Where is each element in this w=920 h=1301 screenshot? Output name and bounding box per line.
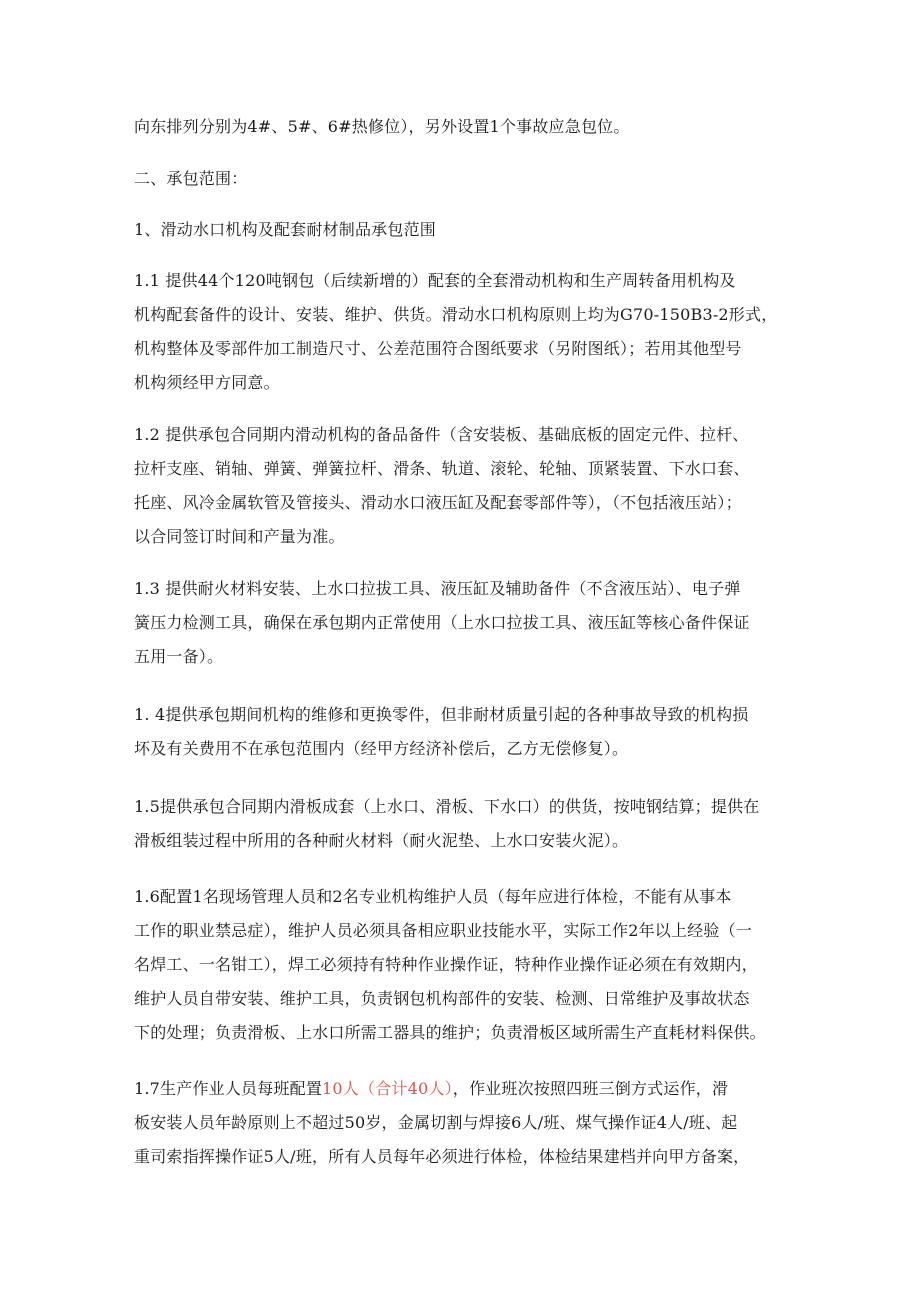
clause-1-5 <box>134 790 802 858</box>
text-line: 1. 4提供承包期间机构的维修和更换零件，但非耐材质量引起的各种事故导致的机构损 <box>134 705 749 724</box>
text-line: 机构配套备件的设计、安装、维护、供货。滑动水口机构原则上均为G70-150B3-2形式， <box>134 305 778 324</box>
text-line: 坏及有关费用不在承包范围内（经甲方经济补偿后，乙方无偿修复）。 <box>134 739 629 758</box>
paragraph-0 <box>134 110 802 144</box>
text-line: 托座、风冷金属软管及管接头、滑动水口液压缸及配套零部件等），（不包括液压站）； <box>134 493 742 512</box>
highlighted-staff-count: 10人（合计40人） <box>322 1079 453 1098</box>
text-line: 1、滑动水口机构及配套耐材制品承包范围 <box>134 220 436 239</box>
subsection-heading <box>134 213 802 247</box>
text-line: 工作的职业禁忌症），维护人员必须具备相应职业技能水平，实际工作2年以上经验（一 <box>134 921 752 940</box>
text-line: 1.6配置1名现场管理人员和2名专业机构维护人员（每年应进行体检，不能有从事本 <box>134 887 732 906</box>
text-line: 1.1 提供44个120吨钢包（后续新增的）配套的全套滑动机构和生产周转备用机构及 <box>134 271 736 290</box>
text-line: 滑板组装过程中所用的各种耐火材料（耐火泥垫、上水口安装火泥）。 <box>134 831 629 850</box>
clause-1-3 <box>134 572 802 674</box>
section-heading-scope <box>134 162 802 196</box>
text-line: 拉杆支座、销轴、弹簧、弹簧拉杆、滑条、轨道、滚轮、轮轴、顶紧装置、下水口套、 <box>134 459 750 478</box>
text-line: 簧压力检测工具，确保在承包期内正常使用（上水口拉拔工具、液压缸等核心备件保证 <box>134 613 750 632</box>
text-line: 维护人员自带安装、维护工具，负责钢包机构部件的安装、检测、日常维护及事故状态 <box>134 989 750 1008</box>
clause-1-1 <box>134 264 802 400</box>
text-line <box>134 1072 802 1106</box>
text-line: 二、承包范围： <box>134 169 248 188</box>
clause-1-6 <box>134 880 802 1050</box>
text-line: 向东排列分别为4#、5#、6#热修位），另外设置1个事故应急包位。 <box>134 117 630 136</box>
text-line: 板安装人员年龄原则上不超过50岁，金属切割与焊接6人/班、煤气操作证4人/班、起 <box>134 1113 738 1132</box>
text-line: 机构整体及零部件加工制造尺寸、公差范围符合图纸要求（另附图纸）；若用其他型号 <box>134 339 742 358</box>
text-segment: ，作业班次按照四班三倒方式运作，滑 <box>452 1079 729 1098</box>
text-line: 以合同签订时间和产量为准。 <box>134 527 345 546</box>
text-line: 1.2 提供承包合同期内滑动机构的备品备件（含安装板、基础底板的固定元件、拉杆、 <box>134 425 749 444</box>
text-line: 1.3 提供耐火材料安装、上水口拉拔工具、液压缸及辅助备件（不含液压站）、电子弹 <box>134 579 741 598</box>
text-line: 机构须经甲方同意。 <box>134 373 280 392</box>
text-segment: 1.7生产作业人员每班配置 <box>134 1079 323 1098</box>
clause-1-7 <box>134 1072 802 1174</box>
text-line: 五用一备）。 <box>134 647 224 666</box>
text-line: 下的处理；负责滑板、上水口所需工器具的维护；负责滑板区域所需生产直耗材料保供。 <box>134 1023 766 1042</box>
text-line: 重司索指挥操作证5人/班，所有人员每年必须进行体检，体检结果建档并向甲方备案， <box>134 1147 750 1166</box>
clause-1-2 <box>134 418 802 554</box>
text-line: 1.5提供承包合同期内滑板成套（上水口、滑板、下水口）的供货，按吨钢结算；提供在 <box>134 797 760 816</box>
clause-1-4 <box>134 698 802 766</box>
text-line: 名焊工、一名钳工），焊工必须持有特种作业操作证，特种作业操作证必须在有效期内， <box>134 955 758 974</box>
